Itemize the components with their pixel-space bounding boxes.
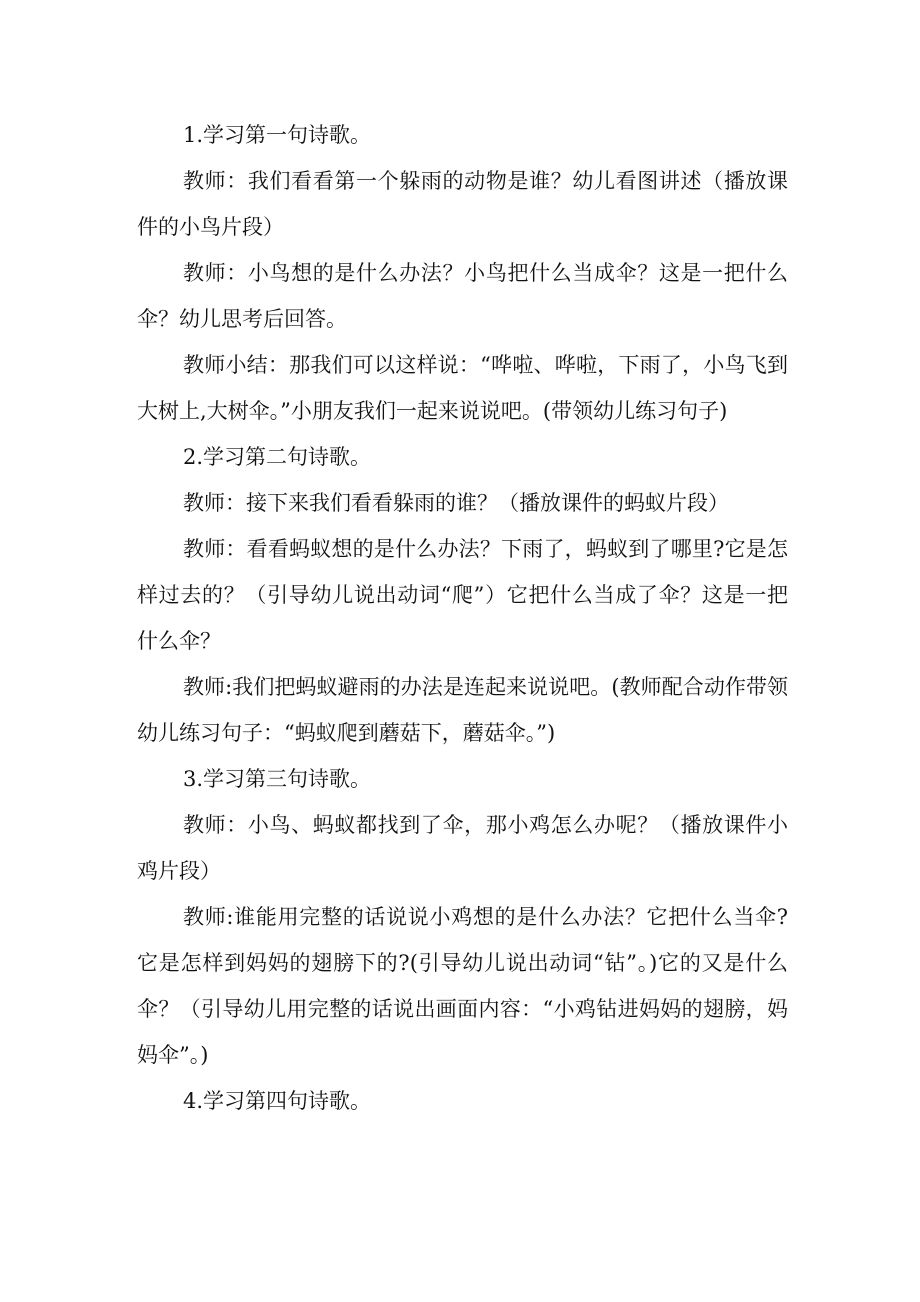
- paragraph: 教师：小鸟想的是什么办法？小鸟把什么当成伞？这是一把什么伞？幼儿思考后回答。: [137, 261, 788, 331]
- section-heading-2: 2.学习第二句诗歌。: [183, 445, 372, 469]
- paragraph: 教师：看看蚂蚁想的是什么办法？下雨了，蚂蚁到了哪里?它是怎样过去的？（引导幼儿说出动词“爬”）它把什么当成了伞？这是一把什么伞？: [137, 537, 788, 653]
- section-heading-1: 1.学习第一句诗歌。: [183, 123, 372, 147]
- paragraph: 教师：我们看看第一个躲雨的动物是谁？幼儿看图讲述（播放课件的小鸟片段）: [137, 169, 788, 239]
- paragraph: 教师：接下来我们看看躲雨的谁？（播放课件的蚂蚁片段）: [183, 491, 729, 515]
- paragraph: 教师:谁能用完整的话说说小鸡想的是什么办法？它把什么当伞?它是怎样到妈妈的翅膀下的?(引导幼儿说出动词“钻”。)它的又是什么伞？（引导幼儿用完整的话说出画面内容：“小鸡钻进妈妈的翅膀，妈妈伞”。): [137, 905, 788, 1067]
- paragraph: 教师:我们把蚂蚁避雨的办法是连起来说说吧。(教师配合动作带领幼儿练习句子：“蚂蚁爬到蘑菇下，蘑菇伞。”): [137, 675, 788, 745]
- paragraph: 教师：小鸟、蚂蚁都找到了伞，那小鸡怎么办呢？（播放课件小鸡片段）: [137, 813, 788, 883]
- section-heading-3: 3.学习第三句诗歌。: [183, 767, 372, 791]
- section-heading-4: 4.学习第四句诗歌。: [183, 1089, 372, 1113]
- paragraph: 教师小结：那我们可以这样说：“哗啦、哗啦，下雨了，小鸟飞到大树上,大树伞。”小朋友我们一起来说说吧。(带领幼儿练习句子): [137, 353, 788, 423]
